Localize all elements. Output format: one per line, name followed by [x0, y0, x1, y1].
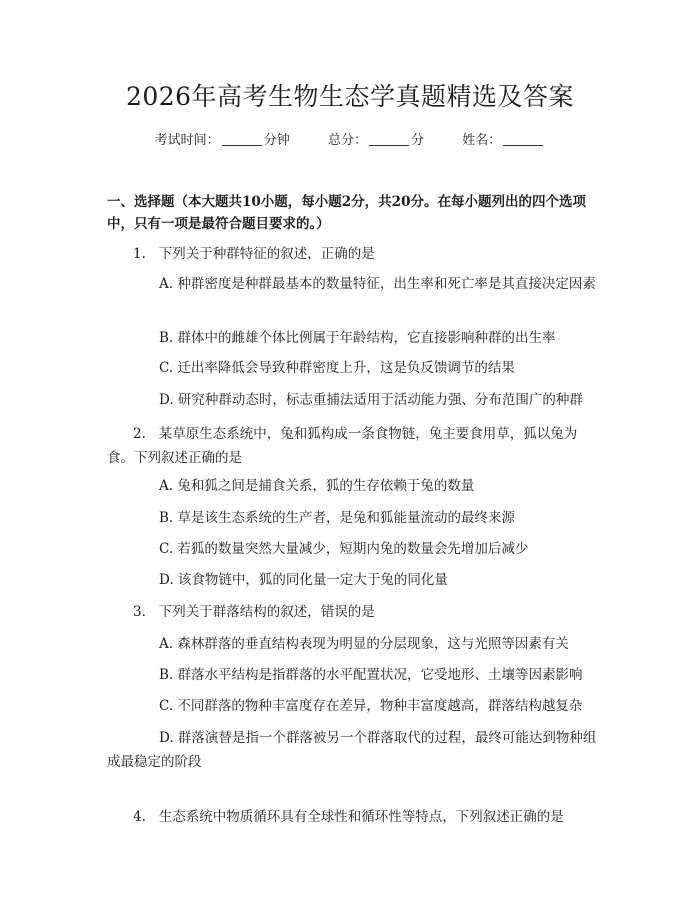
question-stem: 下列关于种群特征的叙述，正确的是	[158, 246, 375, 262]
question-2-option-a: A. 兔和狐之间是捕食关系，狐的生存依赖于兔的数量	[159, 478, 475, 494]
question-3-option-c: C. 不同群落的物种丰富度存在差异，物种丰富度越高，群落结构越复杂	[159, 698, 583, 714]
time-label: 考试时间：	[154, 133, 220, 148]
question-1	[107, 242, 597, 266]
question-2-option-c: C. 若狐的数量突然大量减少，短期内兔的数量会先增加后减少	[159, 541, 529, 557]
score-unit: 分	[411, 133, 425, 148]
name-blank	[503, 131, 543, 146]
question-number: 3.	[133, 604, 146, 620]
question-1-option-d: D. 研究种群动态时，标志重捕法适用于活动能力强、分布范围广的种群	[159, 392, 583, 408]
question-3-option-d: D. 群落演替是指一个群落被另一个群落取代的过程，最终可能达到物种组成最稳定的阶段	[107, 730, 597, 770]
question-2	[107, 422, 597, 470]
question-stem: 某草原生态系统中，兔和狐构成一条食物链，兔主要食用草，狐以兔为食。下列叙述正确的是	[107, 426, 578, 466]
question-1-option-a: A. 种群密度是种群最基本的数量特征，出生率和死亡率是其直接决定因素	[159, 276, 596, 292]
time-unit: 分钟	[263, 133, 290, 148]
section-heading: 一、选择题（本大题共10小题，每小题2分，共20分。在每小题列出的四个选项中，只有一项是最符合题目要求的。）	[107, 194, 586, 232]
question-stem: 下列关于群落结构的叙述，错误的是	[158, 604, 375, 620]
question-stem: 生态系统中物质循环具有全球性和循环性等特点，下列叙述正确的是	[158, 809, 564, 825]
question-3	[107, 600, 597, 624]
question-3-option-b: B. 群落水平结构是指群落的水平配置状况，它受地形、土壤等因素影响	[159, 667, 583, 683]
question-1-option-b: B. 群体中的雌雄个体比例属于年龄结构，它直接影响种群的出生率	[159, 330, 556, 346]
question-2-option-d: D. 该食物链中，狐的同化量一定大于兔的同化量	[159, 572, 448, 588]
time-blank	[222, 131, 262, 146]
question-4	[107, 805, 597, 829]
question-number: 1.	[133, 246, 146, 262]
page-title: 2026年高考生物生态学真题精选及答案	[125, 82, 575, 111]
score-label: 总分：	[327, 133, 367, 148]
question-1-option-c: C. 迁出率降低会导致种群密度上升，这是负反馈调节的结果	[159, 360, 515, 376]
exam-meta	[0, 130, 700, 152]
question-number: 2.	[133, 426, 146, 442]
score-blank	[369, 131, 409, 146]
question-2-option-b: B. 草是该生态系统的生产者，是兔和狐能量流动的最终来源	[159, 510, 516, 526]
name-label: 姓名：	[462, 133, 502, 148]
question-3-option-a: A. 森林群落的垂直结构表现为明显的分层现象，这与光照等因素有关	[159, 636, 569, 652]
question-number: 4.	[133, 809, 146, 825]
